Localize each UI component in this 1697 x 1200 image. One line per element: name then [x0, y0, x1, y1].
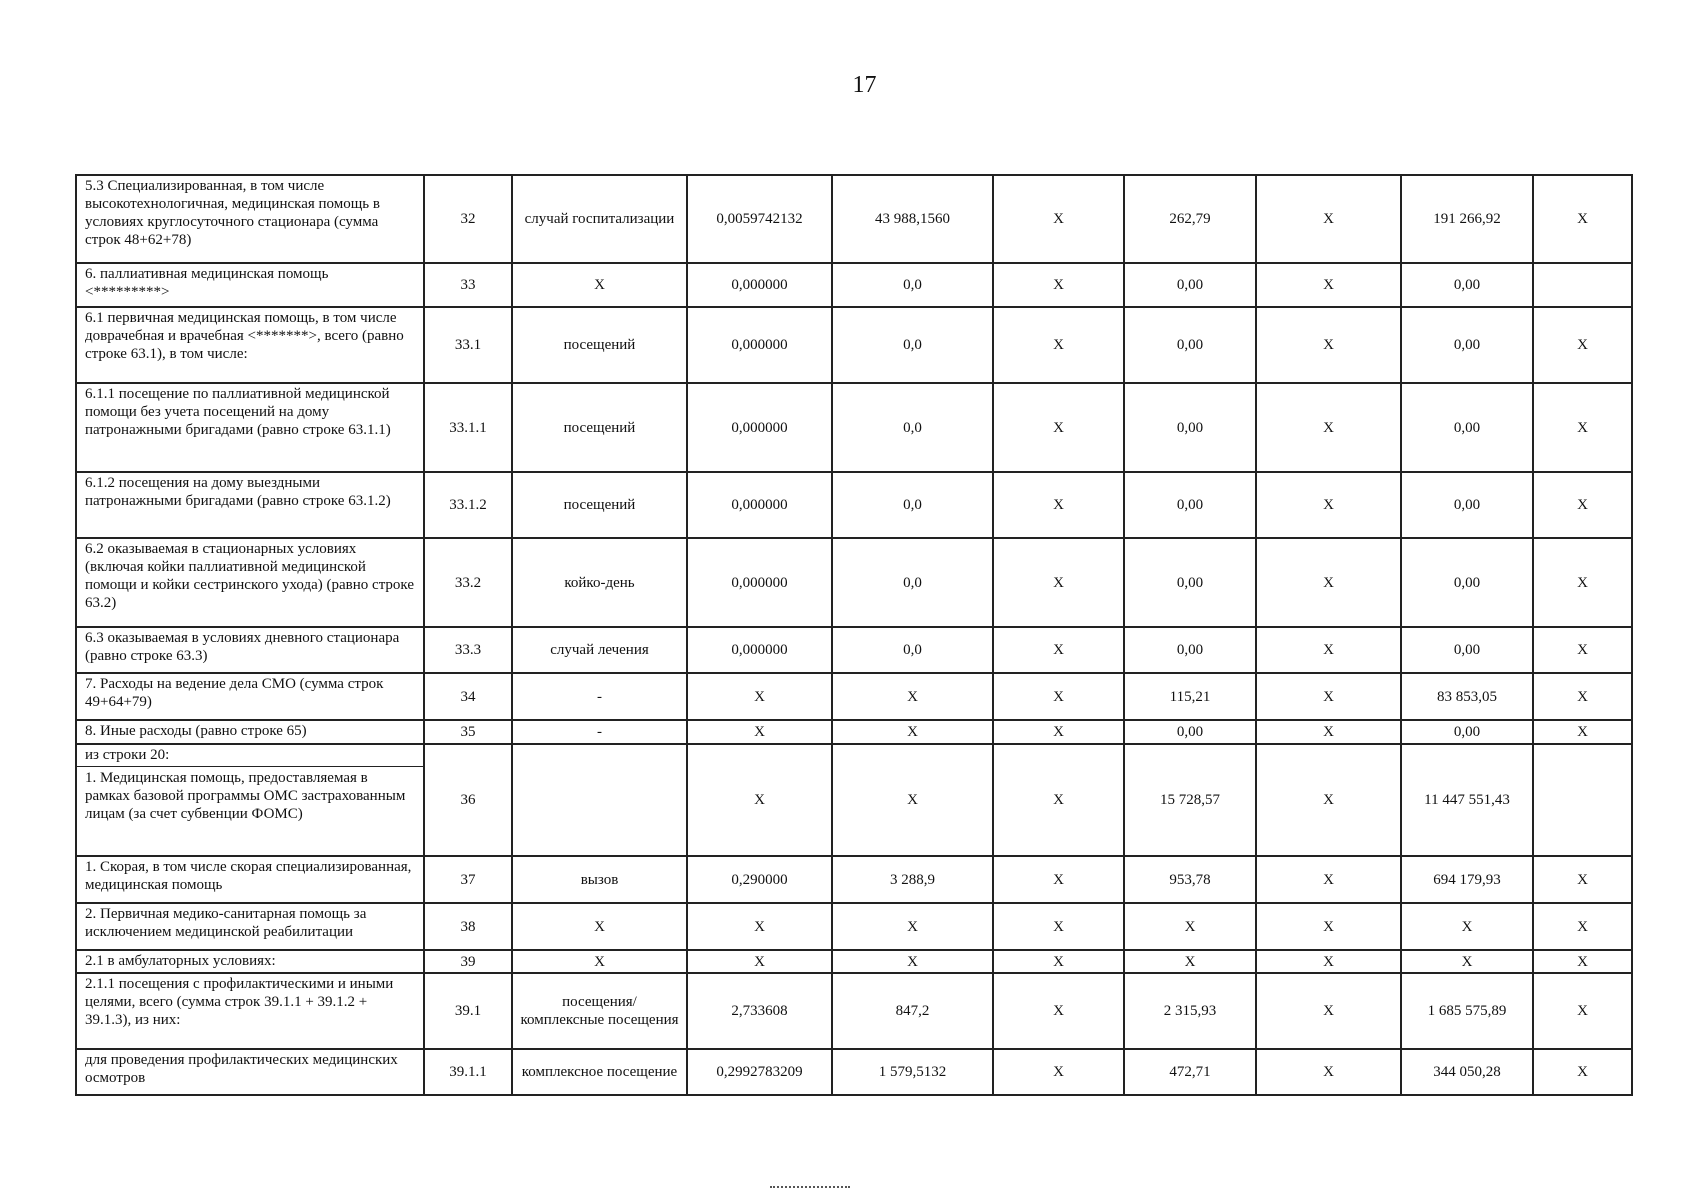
unit-cell: X: [512, 950, 687, 973]
unit-cell: X: [512, 903, 687, 950]
unit-cell: посещений: [512, 307, 687, 383]
row-name: 2.1.1 посещения с профилактическими и иными целями, всего (сумма строк 39.1.1 + 39.1.2 + 39.1.3), из них:: [76, 973, 424, 1049]
unit-cell: -: [512, 673, 687, 720]
row-name: 1. Скорая, в том числе скорая специализированная, медицинская помощь: [76, 856, 424, 903]
value-cell: X: [993, 673, 1124, 720]
value-cell: 0,00: [1124, 538, 1256, 627]
value-cell: X: [1256, 263, 1401, 307]
value-cell: X: [993, 383, 1124, 472]
unit-cell: посещений: [512, 383, 687, 472]
value-cell: X: [1256, 950, 1401, 973]
next-page-fragment: [770, 1186, 850, 1191]
value-cell: X: [1256, 903, 1401, 950]
row-name: 7. Расходы на ведение дела СМО (сумма строк 49+64+79): [76, 673, 424, 720]
row-name: 6. паллиативная медицинская помощь <*********>: [76, 263, 424, 307]
value-cell: X: [993, 744, 1124, 856]
value-cell: X: [687, 720, 832, 744]
row-name: [76, 744, 424, 856]
page-number: 17: [852, 72, 877, 98]
value-cell: 0,000000: [687, 263, 832, 307]
value-cell: X: [1256, 1049, 1401, 1095]
row-number: 39.1.1: [424, 1049, 512, 1095]
value-cell: X: [1401, 903, 1533, 950]
value-cell: X: [1256, 744, 1401, 856]
value-cell: X: [993, 720, 1124, 744]
value-cell: X: [1256, 538, 1401, 627]
value-cell: X: [1533, 1049, 1632, 1095]
value-cell: X: [1256, 175, 1401, 263]
value-cell: 0,00: [1401, 383, 1533, 472]
table-row: [76, 627, 1632, 673]
value-cell: X: [1533, 472, 1632, 538]
unit-cell: случай лечения: [512, 627, 687, 673]
value-cell: X: [993, 263, 1124, 307]
unit-cell: [512, 744, 687, 856]
value-cell: [1533, 263, 1632, 307]
table-row: [76, 383, 1632, 472]
table-row: [76, 307, 1632, 383]
value-cell: 0,00: [1401, 307, 1533, 383]
value-cell: 1 579,5132: [832, 1049, 993, 1095]
value-cell: 0,00: [1124, 263, 1256, 307]
value-cell: X: [993, 950, 1124, 973]
value-cell: 0,2992783209: [687, 1049, 832, 1095]
value-cell: X: [687, 744, 832, 856]
value-cell: X: [832, 744, 993, 856]
row-name: для проведения профилактических медицинских осмотров: [76, 1049, 424, 1095]
value-cell: X: [1256, 472, 1401, 538]
row-number: 33.1.2: [424, 472, 512, 538]
table-row: [76, 175, 1632, 263]
value-cell: 0,00: [1401, 627, 1533, 673]
value-cell: X: [1533, 973, 1632, 1049]
value-cell: X: [1124, 903, 1256, 950]
value-cell: 0,00: [1124, 307, 1256, 383]
value-cell: 191 266,92: [1401, 175, 1533, 263]
value-cell: 115,21: [1124, 673, 1256, 720]
row-name: 8. Иные расходы (равно строке 65): [76, 720, 424, 744]
value-cell: X: [832, 903, 993, 950]
value-cell: 83 853,05: [1401, 673, 1533, 720]
value-cell: 1 685 575,89: [1401, 973, 1533, 1049]
value-cell: X: [687, 903, 832, 950]
value-cell: 43 988,1560: [832, 175, 993, 263]
value-cell: 0,0: [832, 472, 993, 538]
table-row: [76, 903, 1632, 950]
value-cell: 0,00: [1401, 538, 1533, 627]
value-cell: 0,0: [832, 538, 993, 627]
value-cell: X: [1533, 950, 1632, 973]
value-cell: X: [993, 903, 1124, 950]
row-name: 6.1.2 посещения на дому выездными патронажными бригадами (равно строке 63.1.2): [76, 472, 424, 538]
table-row: [76, 472, 1632, 538]
value-cell: 15 728,57: [1124, 744, 1256, 856]
value-cell: 0,0: [832, 383, 993, 472]
row-name: 6.1.1 посещение по паллиативной медицинской помощи без учета посещений на дому патронажными бригадами (равно строке 63.1.1): [76, 383, 424, 472]
value-cell: 0,00: [1124, 383, 1256, 472]
value-cell: 0,0: [832, 263, 993, 307]
value-cell: X: [687, 673, 832, 720]
row-name: 2.1 в амбулаторных условиях:: [76, 950, 424, 973]
row-number: 34: [424, 673, 512, 720]
row-name: 5.3 Специализированная, в том числе высокотехнологичная, медицинская помощь в условиях круглосуточного стационара (сумма строк 48+62+78): [76, 175, 424, 263]
value-cell: X: [1533, 383, 1632, 472]
unit-cell: -: [512, 720, 687, 744]
value-cell: X: [993, 627, 1124, 673]
row-number: 39: [424, 950, 512, 973]
value-cell: 0,0: [832, 307, 993, 383]
unit-cell: X: [512, 263, 687, 307]
row-number: 33: [424, 263, 512, 307]
row-name: 6.2 оказываемая в стационарных условиях (включая койки паллиативной медицинской помощи и койки сестринского ухода) (равно строке 63.2): [76, 538, 424, 627]
value-cell: 0,290000: [687, 856, 832, 903]
unit-cell: комплексное посещение: [512, 1049, 687, 1095]
row-number: 33.3: [424, 627, 512, 673]
value-cell: 0,000000: [687, 307, 832, 383]
value-cell: 2 315,93: [1124, 973, 1256, 1049]
value-cell: 0,000000: [687, 383, 832, 472]
value-cell: X: [1256, 627, 1401, 673]
value-cell: X: [1256, 673, 1401, 720]
value-cell: 0,00: [1124, 720, 1256, 744]
value-cell: X: [993, 175, 1124, 263]
value-cell: X: [1533, 903, 1632, 950]
unit-cell: посещения/ комплексные посещения: [512, 973, 687, 1049]
unit-cell: вызов: [512, 856, 687, 903]
value-cell: 0,00: [1124, 472, 1256, 538]
value-cell: X: [1256, 856, 1401, 903]
row-number: 37: [424, 856, 512, 903]
table-row: [76, 856, 1632, 903]
value-cell: 0,000000: [687, 538, 832, 627]
financing-table: [75, 174, 1633, 1096]
value-cell: 694 179,93: [1401, 856, 1533, 903]
row-name-prefix: из строки 20:: [77, 746, 423, 767]
value-cell: 0,0059742132: [687, 175, 832, 263]
value-cell: 2,733608: [687, 973, 832, 1049]
value-cell: [1533, 744, 1632, 856]
value-cell: 0,000000: [687, 627, 832, 673]
row-number: 39.1: [424, 973, 512, 1049]
value-cell: X: [1124, 950, 1256, 973]
value-cell: 344 050,28: [1401, 1049, 1533, 1095]
row-number: 33.2: [424, 538, 512, 627]
value-cell: X: [1533, 175, 1632, 263]
value-cell: X: [1256, 973, 1401, 1049]
value-cell: X: [687, 950, 832, 973]
table-row: [76, 1049, 1632, 1095]
value-cell: 953,78: [1124, 856, 1256, 903]
value-cell: 262,79: [1124, 175, 1256, 263]
row-number: 38: [424, 903, 512, 950]
value-cell: X: [993, 307, 1124, 383]
value-cell: 0,0: [832, 627, 993, 673]
value-cell: 847,2: [832, 973, 993, 1049]
value-cell: 0,00: [1124, 627, 1256, 673]
row-number: 35: [424, 720, 512, 744]
value-cell: 0,00: [1401, 263, 1533, 307]
value-cell: X: [993, 856, 1124, 903]
unit-cell: случай госпитализации: [512, 175, 687, 263]
table-row: [76, 538, 1632, 627]
row-name: 2. Первичная медико-санитарная помощь за исключением медицинской реабилитации: [76, 903, 424, 950]
value-cell: 472,71: [1124, 1049, 1256, 1095]
value-cell: X: [832, 673, 993, 720]
value-cell: X: [1533, 307, 1632, 383]
row-number: 32: [424, 175, 512, 263]
value-cell: X: [1533, 538, 1632, 627]
value-cell: X: [993, 1049, 1124, 1095]
table-row: [76, 950, 1632, 973]
table-row: [76, 720, 1632, 744]
value-cell: X: [1533, 720, 1632, 744]
value-cell: X: [1256, 720, 1401, 744]
value-cell: X: [1256, 383, 1401, 472]
value-cell: X: [1533, 627, 1632, 673]
table-row: [76, 744, 1632, 856]
value-cell: X: [832, 950, 993, 973]
value-cell: X: [993, 538, 1124, 627]
row-name: 6.1 первичная медицинская помощь, в том числе доврачебная и врачебная <*******>, всего (равно строке 63.1), в том числе:: [76, 307, 424, 383]
value-cell: 11 447 551,43: [1401, 744, 1533, 856]
table-row: [76, 263, 1632, 307]
unit-cell: посещений: [512, 472, 687, 538]
row-name: 6.3 оказываемая в условиях дневного стационара (равно строке 63.3): [76, 627, 424, 673]
value-cell: X: [1533, 856, 1632, 903]
value-cell: 3 288,9: [832, 856, 993, 903]
value-cell: X: [993, 472, 1124, 538]
unit-cell: койко-день: [512, 538, 687, 627]
row-name-text: 1. Медицинская помощь, предоставляемая в рамках базовой программы ОМС застрахованным лицам (за счет субвенции ФОМС): [85, 770, 406, 822]
table-row: [76, 973, 1632, 1049]
value-cell: 0,00: [1401, 472, 1533, 538]
row-number: 33.1: [424, 307, 512, 383]
table-row: [76, 673, 1632, 720]
row-number: 33.1.1: [424, 383, 512, 472]
value-cell: X: [1533, 673, 1632, 720]
row-number: 36: [424, 744, 512, 856]
value-cell: X: [1256, 307, 1401, 383]
value-cell: 0,000000: [687, 472, 832, 538]
value-cell: X: [1401, 950, 1533, 973]
value-cell: X: [832, 720, 993, 744]
value-cell: X: [993, 973, 1124, 1049]
value-cell: 0,00: [1401, 720, 1533, 744]
